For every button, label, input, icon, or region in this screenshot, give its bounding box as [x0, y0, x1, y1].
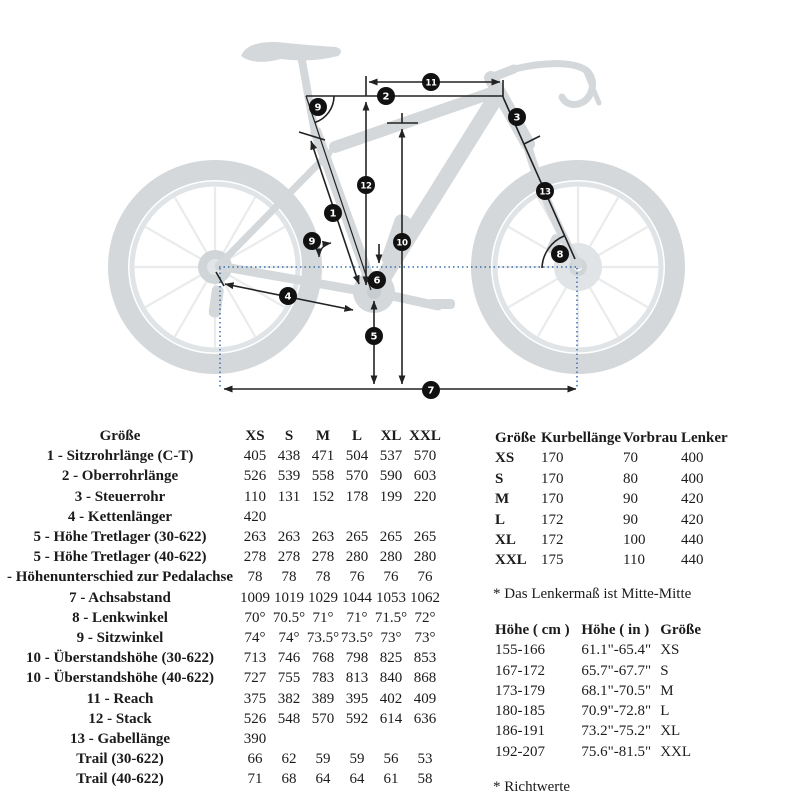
geometry-cell: 390 [243, 731, 267, 748]
size-column-header: XL [380, 428, 402, 444]
geometry-cell: 798 [345, 650, 369, 667]
geometry-cell [408, 507, 442, 527]
components-row [495, 469, 741, 489]
size-guide-size: L [660, 703, 670, 720]
components-size: XXL [495, 552, 527, 569]
geometry-cell: 70° [244, 609, 266, 626]
svg-text:3: 3 [513, 112, 521, 124]
components-header: Vorbrau [623, 430, 678, 446]
geometry-cell: 636 [413, 710, 437, 727]
geometry-cell: 220 [413, 488, 437, 505]
geometry-cell: 280 [379, 549, 403, 566]
geometry-cell: 64 [349, 771, 365, 788]
geometry-cell: 438 [277, 448, 301, 465]
size-guide-row [495, 701, 725, 721]
geometry-header-row [2, 426, 442, 446]
geometry-cell [340, 729, 374, 749]
size-guide-cm: 180-185 [495, 703, 545, 720]
geometry-cell: 78 [247, 569, 263, 586]
geometry-row-label: 5 - Höhe Tretlager (40-622) [33, 549, 207, 566]
components-cell: 170 [541, 450, 564, 467]
size-guide-size: M [660, 682, 674, 699]
components-cell: 70 [623, 450, 638, 467]
geometry-cell: 152 [311, 488, 335, 505]
geometry-cell: 199 [379, 488, 403, 505]
geometry-cell: 73.5° [340, 630, 374, 647]
rear-derailleur [208, 285, 224, 318]
size-guide-size: XXL [660, 743, 692, 760]
geometry-cell: 570 [345, 468, 369, 485]
geometry-cell: 405 [243, 448, 267, 465]
geometry-cell: 265 [413, 529, 437, 546]
size-column-header: M [315, 428, 331, 444]
components-cell: 80 [623, 470, 638, 487]
callout-1-seat-tube [324, 204, 342, 222]
callout-3-head-tube [508, 108, 526, 126]
geometry-cell: 56 [383, 751, 399, 768]
geometry-row-label: 3 - Steuerrohr [74, 488, 166, 505]
geometry-cell: 537 [379, 448, 403, 465]
callout-4-chainstay [279, 287, 297, 305]
geometry-cell: 526 [243, 710, 267, 727]
callout-13-fork-length [536, 182, 554, 200]
svg-text:7: 7 [427, 385, 435, 397]
size-guide-header-row [495, 620, 725, 640]
geometry-row [2, 769, 442, 789]
geometry-cell: 64 [315, 771, 331, 788]
geometry-cell: 78 [315, 569, 331, 586]
geometry-cell: 71.5° [374, 609, 408, 626]
geometry-cell: 278 [243, 549, 267, 566]
geometry-cell: 592 [345, 710, 369, 727]
geometry-cell: 539 [277, 468, 301, 485]
size-guide-cm: 167-172 [495, 662, 545, 679]
size-guide-cm: 155-166 [495, 642, 545, 659]
geometry-cell [306, 729, 340, 749]
geometry-row-label: Trail (40-622) [76, 771, 164, 788]
geometry-row [2, 709, 442, 729]
components-row [495, 489, 741, 509]
geometry-cell: 755 [277, 670, 301, 687]
geometry-cell: 1053 [376, 589, 406, 606]
geometry-cell: 471 [311, 448, 335, 465]
size-guide-table [495, 620, 725, 762]
size-guide-header: Größe [660, 622, 702, 638]
geometry-cell: 853 [413, 650, 437, 667]
components-cell: 440 [681, 552, 704, 569]
size-guide-cm: 173-179 [495, 682, 545, 699]
geometry-cell: 265 [345, 529, 369, 546]
geometry-cell: 263 [277, 529, 301, 546]
components-cell: 100 [623, 532, 646, 549]
components-header: Lenker [681, 430, 728, 446]
geometry-row-label: 1 - Sitzrohrlänge (C-T) [46, 448, 194, 465]
svg-text:4: 4 [284, 291, 292, 303]
size-guide-inch: 65.7"-67.7" [581, 662, 652, 679]
geometry-cell: 68 [281, 771, 297, 788]
geometry-cell: 71 [247, 771, 263, 788]
size-guide-inch: 68.1"-70.5" [581, 682, 652, 699]
geometry-cell: 70.5° [272, 609, 306, 626]
components-cell: 400 [681, 470, 704, 487]
geometry-cell [272, 507, 306, 527]
geometry-cell: 526 [243, 468, 267, 485]
size-guide-row [495, 681, 725, 701]
geometry-cell [340, 507, 374, 527]
geometry-row [2, 527, 442, 547]
geometry-cell: 78 [281, 569, 297, 586]
geometry-cell: 825 [379, 650, 403, 667]
svg-text:5: 5 [370, 331, 378, 343]
components-cell: 90 [623, 491, 638, 508]
geometry-cell: 727 [243, 670, 267, 687]
geometry-cell: 389 [311, 690, 335, 707]
geometry-row-label: 11 - Reach [86, 690, 154, 707]
callout-6-bb-drop [368, 271, 386, 289]
geometry-cell: 280 [413, 549, 437, 566]
geometry-cell: 1029 [308, 589, 338, 606]
handlebar-footnote: * Das Lenkermaß ist Mitte-Mitte [493, 586, 692, 602]
size-guide-row [495, 721, 725, 741]
size-guide-inch: 70.9"-72.8" [581, 703, 652, 720]
geometry-cell: 73° [414, 630, 436, 647]
saddle [241, 42, 341, 62]
components-row [495, 448, 741, 468]
callout-7-wheelbase [422, 381, 440, 399]
components-cell: 110 [623, 552, 645, 569]
callout-10-standover [393, 233, 411, 251]
geometry-cell: 840 [379, 670, 403, 687]
size-column-header: XS [245, 428, 265, 444]
geometry-cell [374, 729, 408, 749]
components-size: M [495, 491, 510, 508]
size-guide-cm: 186-191 [495, 723, 545, 740]
components-cell: 172 [541, 511, 564, 528]
components-cell: 172 [541, 532, 564, 549]
geometry-cell: 603 [413, 468, 437, 485]
geometry-row-label: Trail (30-622) [76, 751, 164, 768]
geometry-cell: 570 [311, 710, 335, 727]
components-cell: 420 [681, 491, 704, 508]
geometry-row [2, 729, 442, 749]
geometry-row [2, 507, 442, 527]
geometry-cell: 746 [277, 650, 301, 667]
geometry-cell: 59 [349, 751, 365, 768]
geometry-cell: 71° [312, 609, 334, 626]
geometry-cell: 590 [379, 468, 403, 485]
geometry-cell [374, 507, 408, 527]
components-cell: 90 [623, 511, 638, 528]
geometry-table [2, 426, 442, 790]
geometry-cell: 73° [380, 630, 402, 647]
geometry-row [2, 628, 442, 648]
geometry-cell: 53 [417, 751, 433, 768]
size-guide-row [495, 742, 725, 762]
geometry-cell: 713 [243, 650, 267, 667]
size-guide-header: Höhe ( in ) [581, 622, 650, 638]
geometry-cell: 409 [413, 690, 437, 707]
geometry-cell: 74° [244, 630, 266, 647]
geometry-cell: 76 [417, 569, 433, 586]
geometry-row [2, 466, 442, 486]
geometry-cell: 76 [383, 569, 399, 586]
geometry-cell: 66 [247, 751, 263, 768]
geometry-row [2, 749, 442, 769]
geometry-cell: 1044 [342, 589, 372, 606]
components-row [495, 510, 741, 530]
geometry-cell: 1019 [274, 589, 304, 606]
guideline-footnote: * Richtwerte [493, 779, 571, 795]
seatpost [301, 55, 315, 133]
geometry-row [2, 588, 442, 608]
svg-text:9: 9 [314, 102, 322, 114]
geometry-row [2, 668, 442, 688]
geometry-cell: 420 [243, 508, 267, 525]
svg-text:12: 12 [360, 181, 372, 192]
size-guide-inch: 75.6"-81.5" [581, 743, 652, 760]
size-guide-size: XS [660, 642, 680, 659]
svg-text:11: 11 [425, 78, 437, 89]
geometry-row [2, 487, 442, 507]
components-size: XS [495, 450, 515, 467]
geometry-cell: 570 [413, 448, 437, 465]
geometry-cell: 813 [345, 670, 369, 687]
geometry-cell: 71° [346, 609, 368, 626]
geometry-cell [306, 507, 340, 527]
components-header-row [495, 428, 741, 448]
size-guide-row [495, 640, 725, 660]
geometry-cell [408, 729, 442, 749]
components-header: Größe [495, 430, 536, 446]
geometry-cell: 375 [243, 690, 267, 707]
geometry-cell: 62 [281, 751, 297, 768]
geometry-cell: 278 [311, 549, 335, 566]
pedal [428, 299, 455, 309]
geometry-cell: 73.5° [306, 630, 340, 647]
geometry-cell: 614 [379, 710, 403, 727]
size-guide-cm: 192-207 [495, 743, 545, 760]
geometry-cell: 783 [311, 670, 335, 687]
size-guide-inch: 73.2"-75.2" [581, 723, 652, 740]
geometry-cell: 395 [345, 690, 369, 707]
geometry-row-label: 10 - Überstandshöhe (40-622) [26, 670, 214, 687]
components-cell: 400 [681, 450, 704, 467]
size-guide-inch: 61.1"-65.4" [581, 642, 652, 659]
geometry-row-label: 8 - Lenkwinkel [72, 609, 168, 626]
geometry-cell: 868 [413, 670, 437, 687]
callout-12-stack [357, 176, 375, 194]
callout-9-seat-angle-bottom [303, 232, 321, 250]
components-row [495, 530, 741, 550]
geometry-cell [272, 729, 306, 749]
size-guide-size: XL [660, 723, 681, 740]
geometry-row-label: 5 - Höhe Tretlager (30-622) [33, 529, 207, 546]
geometry-row [2, 608, 442, 628]
components-cell: 170 [541, 491, 564, 508]
geometry-cell: 58 [417, 771, 433, 788]
geometry-header-label: Größe [99, 428, 141, 444]
components-cell: 175 [541, 552, 564, 569]
geometry-cell: 61 [383, 771, 399, 788]
geometry-row-label: - Höhenunterschied zur Pedalachse [7, 569, 233, 586]
geometry-cell: 178 [345, 488, 369, 505]
geometry-row-label: 4 - Kettenlänger [67, 508, 173, 525]
geometry-row-label: 9 - Sitzwinkel [76, 630, 164, 647]
size-guide-header: Höhe ( cm ) [495, 622, 570, 638]
svg-text:13: 13 [539, 187, 551, 198]
geometry-row [2, 567, 442, 587]
size-column-header: L [351, 428, 362, 444]
geometry-cell: 131 [277, 488, 301, 505]
components-cell: 170 [541, 470, 564, 487]
geometry-cell: 59 [315, 751, 331, 768]
geometry-cell: 265 [379, 529, 403, 546]
geometry-row-label: 7 - Achsabstand [69, 589, 171, 606]
size-guide-size: S [660, 662, 669, 679]
svg-text:8: 8 [556, 249, 564, 261]
geometry-cell: 402 [379, 690, 403, 707]
components-header: Kurbellänge [541, 430, 622, 446]
geometry-row [2, 648, 442, 668]
geometry-row [2, 547, 442, 567]
svg-text:1: 1 [329, 208, 337, 220]
components-table [495, 428, 741, 571]
geometry-cell: 280 [345, 549, 369, 566]
components-cell: 440 [681, 532, 704, 549]
geometry-cell: 278 [277, 549, 301, 566]
geometry-cell: 263 [311, 529, 335, 546]
geometry-row-label: 12 - Stack [88, 710, 152, 727]
geometry-cell: 558 [311, 468, 335, 485]
bike-silhouette [118, 42, 675, 364]
components-size: S [495, 470, 504, 487]
svg-text:9: 9 [308, 236, 316, 248]
frame [219, 55, 578, 293]
geometry-row [2, 446, 442, 466]
components-row [495, 550, 741, 570]
geometry-cell: 382 [277, 690, 301, 707]
svg-text:2: 2 [382, 91, 390, 103]
size-column-header: S [284, 428, 294, 444]
geometry-cell: 504 [345, 448, 369, 465]
callout-9-seat-angle-top [309, 98, 327, 116]
geometry-cell: 72° [414, 609, 436, 626]
geometry-row-label: 13 - Gabellänge [70, 731, 170, 748]
callout-5-bb-height [365, 327, 383, 345]
size-guide-row [495, 661, 725, 681]
components-cell: 420 [681, 511, 704, 528]
components-size: XL [495, 532, 516, 549]
svg-text:6: 6 [373, 275, 381, 287]
geometry-cell: 263 [243, 529, 267, 546]
callout-2-top-tube [377, 87, 395, 105]
svg-text:10: 10 [396, 238, 408, 249]
components-size: L [495, 511, 506, 528]
geometry-cell: 110 [244, 488, 266, 505]
geometry-cell: 1009 [240, 589, 270, 606]
callout-11-reach [422, 73, 440, 91]
callout-8-head-angle [551, 245, 569, 263]
geometry-cell: 1062 [410, 589, 440, 606]
geometry-cell: 768 [311, 650, 335, 667]
geometry-row-label: 10 - Überstandshöhe (30-622) [26, 650, 214, 667]
geometry-row-label: 2 - Oberrohrlänge [61, 468, 179, 485]
geometry-cell: 76 [349, 569, 365, 586]
geometry-cell: 74° [278, 630, 300, 647]
size-column-header: XXL [409, 428, 441, 444]
geometry-row [2, 689, 442, 709]
geometry-cell: 548 [277, 710, 301, 727]
